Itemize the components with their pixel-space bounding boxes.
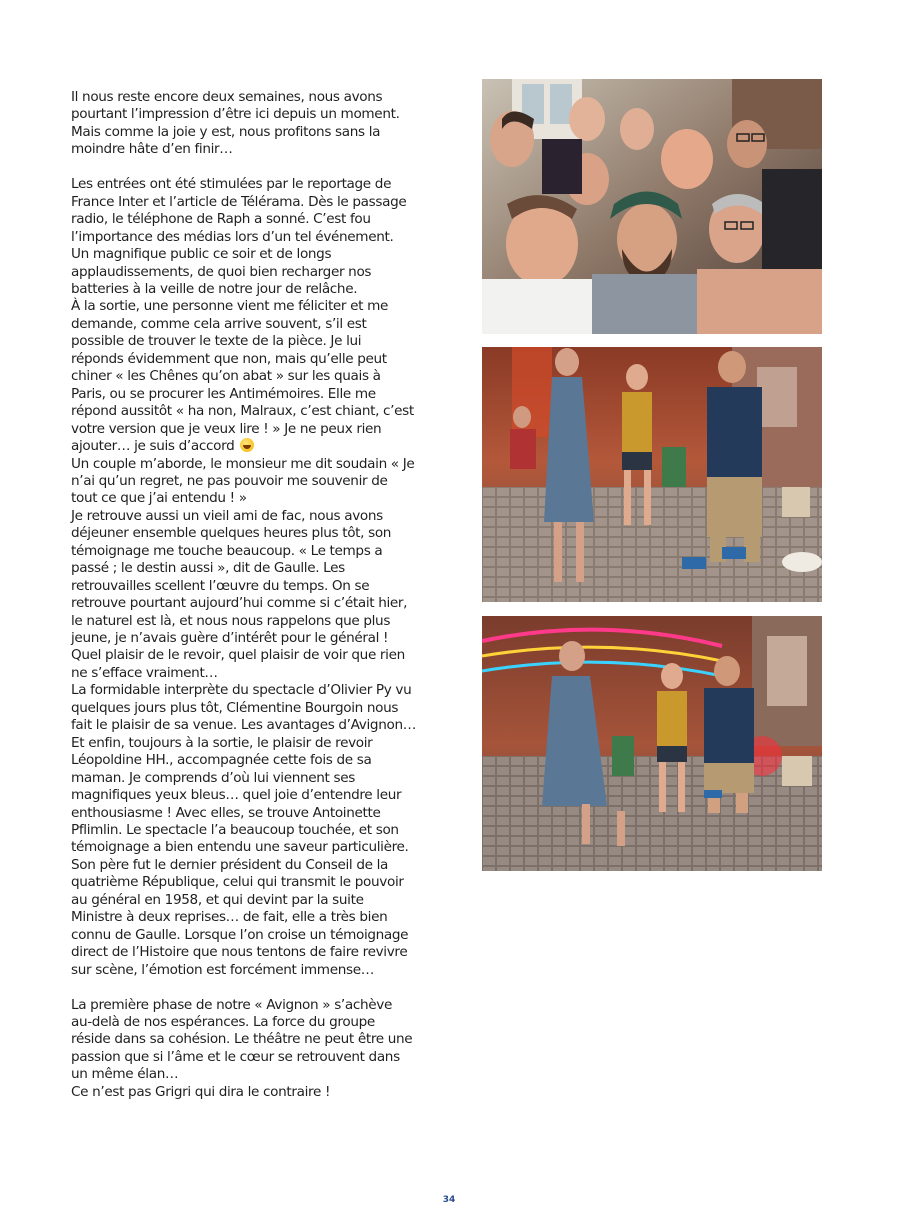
courtyard-dance-photo-2 [482, 616, 822, 871]
article-text [71, 89, 416, 1101]
paragraph: Et enfin, toujours à la sortie, le plaisir de revoir Léopoldine HH., accompagnée cette fois de sa maman. Je comprends d’où lui viennent ses magnifiques yeux bleus… quel joie d’entendre leur enthousiasme ! Avec elles, se trouve Antoinette Pflimlin. Le spectacle l’a beaucoup touchée, et son témoignage a bien entendu une saveur particulière. Son père fut le dernier président du Conseil de la quatrième République, celui qui transmit le pouvoir au général en 1958, et qui devint par la suite Ministre à deux reprises… de fait, elle a très bien connu de Gaulle. Lorsque l’on croise un témoignage direct de l’Histoire que nous tentons de faire revivre sur scène, l’émotion est forcément immense… [71, 734, 409, 978]
page-number: 34 [442, 1195, 456, 1205]
paragraph-gap [71, 159, 416, 176]
paragraph-text: À la sortie, une personne vient me féliciter et me demande, comme cela arrive souvent, s’il est possible de trouver le texte de la pièce. Je lui réponds évidemment que non, mais qu’elle peut chiner « les Chênes qu’on abat » sur les quais à Paris, ou se procurer les Antimémoires. Elle me répond aussitôt « ha non, Malraux, c’est chiant, c’est votre version que je veux lire ! » Je ne peux rien ajouter… je suis d’accord [71, 298, 414, 455]
paragraph: Il nous reste encore deux semaines, nous avons pourtant l’impression d’être ici depuis un moment. Mais comme la joie y est, nous profitons sans la moindre hâte d’en finir… [71, 89, 400, 158]
paragraph: Ce n’est pas Grigri qui dira le contraire ! [71, 1083, 331, 1100]
paragraph: La formidable interprète du spectacle d’Olivier Py vu quelques jours plus tôt, Clémentine Bourgoin nous fait le plaisir de sa venue. Les avantages d’Avignon… [71, 682, 416, 734]
group-selfie-photo [482, 79, 822, 334]
paragraph: Un couple m’aborde, le monsieur me dit soudain « Je n’ai qu’un regret, ne pas pouvoir me souvenir de tout ce que j’ai entendu ! » [71, 455, 415, 507]
paragraph: Je retrouve aussi un vieil ami de fac, nous avons déjeuner ensemble quelques heures plus tôt, son témoignage me touche beaucoup. « Le temps a passé ; le destin aussi », dit de Gaulle. Les retrouvailles scellent l’œuvre du temps. On se retrouve pourtant aujourd’hui comme si c’était hier, le naturel est là, et nous nous rappelons que plus jeune, je n’avais guère d’intérêt pour le général ! [71, 507, 408, 647]
paragraph [71, 298, 416, 455]
paragraph: La première phase de notre « Avignon » s’achève au-delà de nos espérances. La force du groupe réside dans sa cohésion. Le théâtre ne peut être une passion que si l’âme et le cœur se retrouvent dans un même élan… [71, 996, 413, 1083]
courtyard-dance-photo-1 [482, 347, 822, 602]
paragraph: Un magnifique public ce soir et de longs applaudissements, de quoi bien recharger nos batteries à la veille de notre jour de relâche. [71, 246, 372, 297]
paragraph: Quel plaisir de le revoir, quel plaisir de voir que rien ne s’efface vraiment… [71, 647, 405, 681]
laughing-emoji-icon [240, 438, 254, 452]
paragraph: Les entrées ont été stimulées par le reportage de France Inter et l’article de Télérama. Dès le passage radio, le téléphone de Raph a sonné. C’est fou l’importance des médias lors d’un tel événement. [71, 176, 407, 245]
paragraph-gap [71, 979, 416, 996]
